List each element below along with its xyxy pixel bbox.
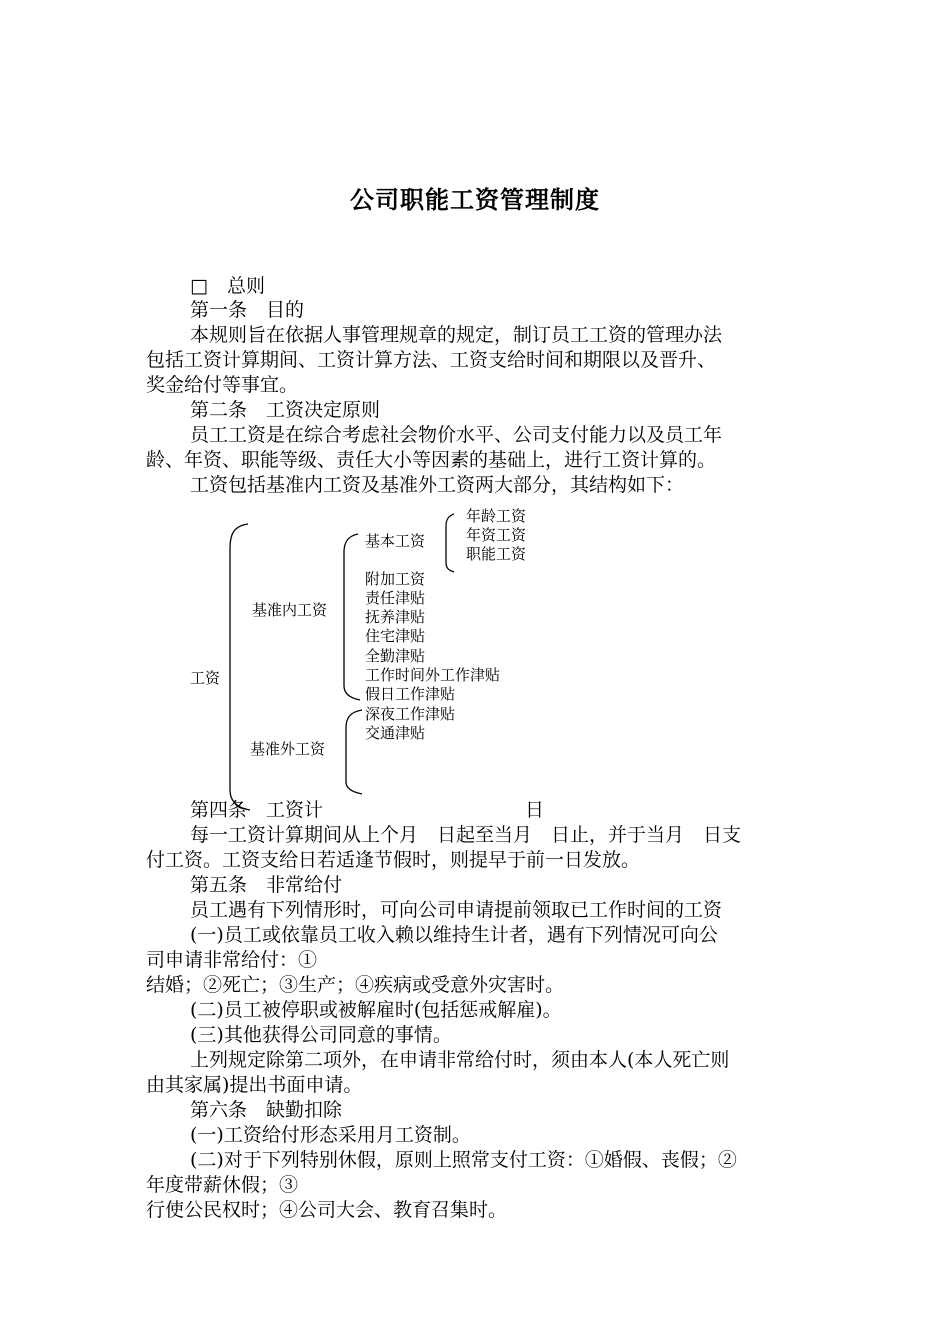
article-1-heading: 第一条 目的 [190,299,305,321]
article-6-text-line-2: (二)对于下列特别休假，原则上照常支付工资：①婚假、丧假；② [190,1149,737,1171]
outer-item: 深夜工作津贴 [365,705,456,723]
basic-brace [446,514,454,572]
section-heading: □ 总则 [190,275,265,297]
diagram-root-label: 工资 [190,669,221,687]
inner-item: 附加工资 [365,570,426,588]
inner-item: 假日工作津贴 [365,685,456,703]
article-5-heading: 第五条 非常给付 [190,874,343,896]
diagram-inner-label: 基准内工资 [252,601,328,619]
article-4-text-line-1: 每一工资计算期间从上个月 日起至当月 日止，并于当月 日支 [190,824,742,846]
article-6-text-line-4: 行使公民权时；④公司大会、教育召集时。 [146,1199,508,1221]
inner-item: 工作时间外工作津贴 [365,666,501,684]
article-5-text-line-3: 司申请非常给付：① [146,949,318,971]
basic-item: 年资工资 [466,526,527,544]
article-6-heading: 第六条 缺勤扣除 [190,1099,343,1121]
article-4-text-line-2: 付工资。工资支给日若适逢节假时，则提早于前一日发放。 [146,849,641,871]
inner-item: 住宅津贴 [365,627,426,645]
inner-item: 全勤津贴 [365,647,426,665]
basic-item: 职能工资 [466,545,527,563]
article-5-text-line-6: (三)其他获得公司同意的事情。 [190,1024,452,1046]
article-1-text-line-1: 本规则旨在依据人事管理规章的规定，制订员工工资的管理办法 [190,324,723,346]
article-2-heading: 第二条 工资决定原则 [190,399,381,421]
article-2-text-line-2: 龄、年资、职能等级、责任大小等因素的基础上，进行工资计算的。 [146,449,717,471]
article-1-text-line-3: 奖金给付等事宜。 [146,374,299,396]
document-title: 公司职能工资管理制度 [350,186,600,214]
article-5-text-line-8: 由其家属)提出书面申请。 [146,1074,363,1096]
article-5-text-line-1: 员工遇有下列情形时，可向公司申请提前领取已工作时间的工资 [190,899,723,921]
root-brace [230,524,250,810]
article-5-text-line-2: (一)员工或依靠员工收入赖以维持生计者，遇有下列情况可向公 [190,924,718,946]
inner-brace [344,534,360,700]
article-6-text-line-1: (一)工资给付形态采用月工资制。 [190,1124,471,1146]
article-6-text-line-3: 年度带薪休假；③ [146,1174,299,1196]
outer-item: 交通津贴 [365,724,426,742]
diagram-basic-label: 基本工资 [365,532,426,550]
article-5-text-line-5: (二)员工被停职或被解雇时(包括惩戒解雇)。 [190,999,562,1021]
article-2-text-line-1: 员工工资是在综合考虑社会物价水平、公司支付能力以及员工年 [190,424,723,446]
diagram-outer-label: 基准外工资 [250,740,326,758]
article-1-text-line-2: 包括工资计算期间、工资计算方法、工资支给时间和期限以及晋升、 [146,349,717,371]
outer-brace [346,710,362,794]
basic-item: 年龄工资 [466,507,527,525]
article-2-text-line-3: 工资包括基准内工资及基准外工资两大部分，其结构如下： [190,474,685,496]
article-4-heading-tail: 日 [525,799,545,821]
inner-item: 责任津贴 [365,589,426,607]
article-5-text-line-4: 结婚；②死亡；③生产；④疾病或受意外灾害时。 [146,974,565,996]
article-4-heading: 第四条 工资计 [190,799,324,821]
article-5-text-line-7: 上列规定除第二项外，在申请非常给付时，须由本人(本人死亡则 [190,1049,730,1071]
inner-item: 抚养津贴 [365,608,426,626]
